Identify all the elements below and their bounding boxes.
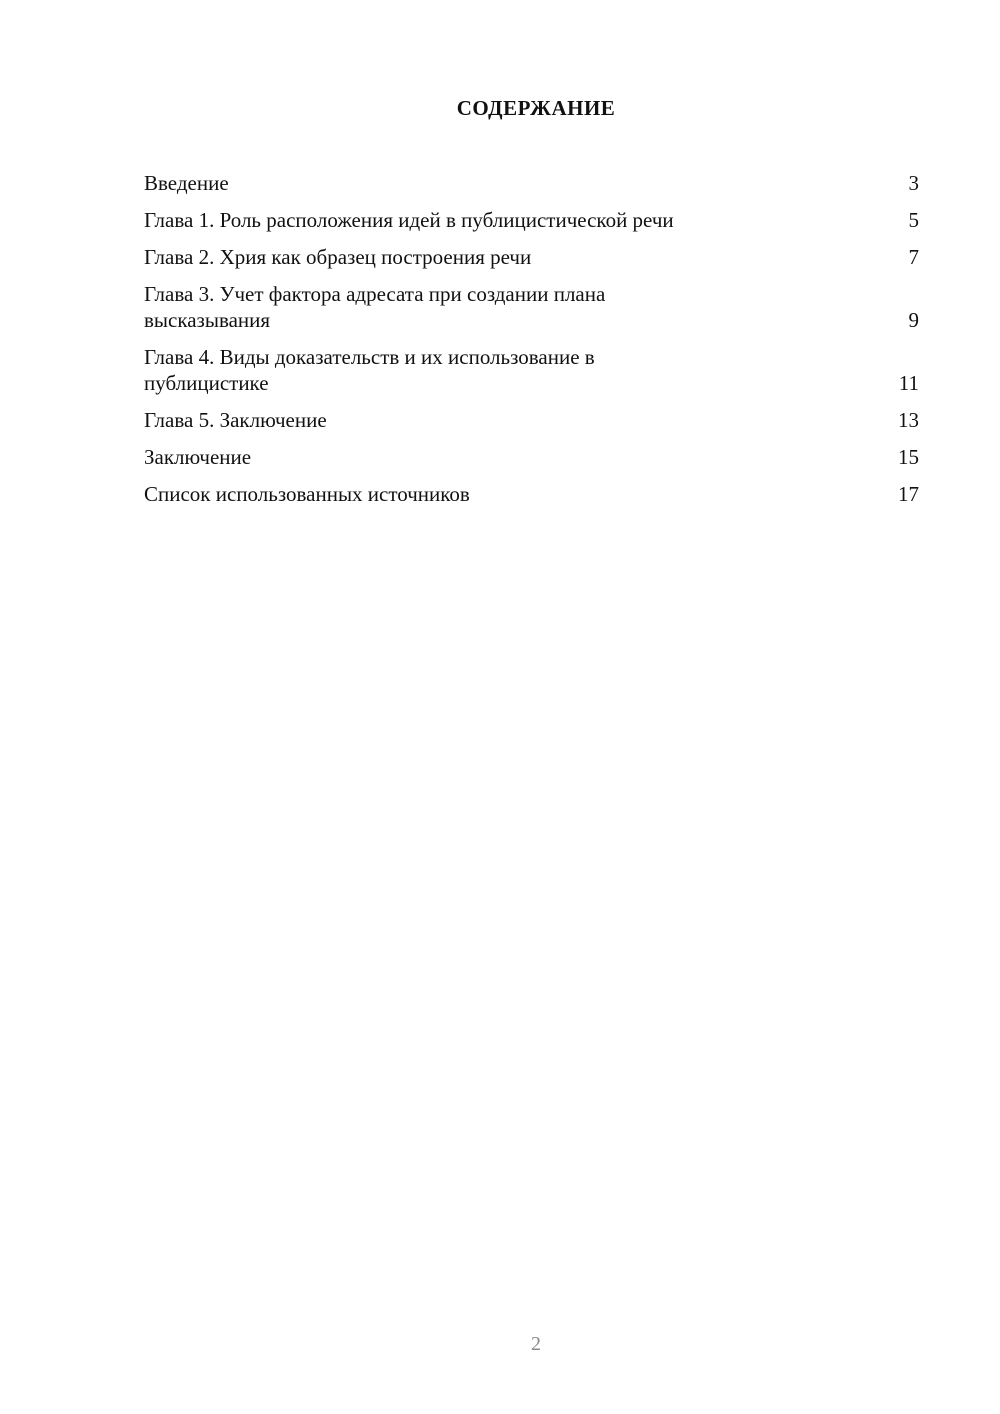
toc-entry[interactable] — [144, 407, 919, 433]
page-title: СОДЕРЖАНИЕ — [456, 96, 616, 120]
toc-entry-page: 9 — [908, 308, 919, 332]
toc-entry-page: 17 — [898, 482, 919, 506]
toc-entry-page: 3 — [908, 171, 919, 195]
toc-entry-title: Введение — [144, 171, 229, 195]
toc-entry-title: Заключение — [144, 445, 252, 469]
toc-entry[interactable] — [144, 344, 919, 396]
toc-entry-page: 15 — [898, 445, 919, 469]
toc-entry-title: Глава 1. Роль расположения идей в публицистической речи — [144, 208, 674, 232]
toc-entry[interactable] — [144, 207, 919, 233]
toc-entry-page: 11 — [898, 371, 919, 395]
toc-entry-page: 13 — [898, 408, 919, 432]
toc-entry-title: Список использованных источников — [144, 482, 470, 506]
toc-entry[interactable] — [144, 170, 919, 196]
toc-entry[interactable] — [144, 444, 919, 470]
page-number: 2 — [531, 1333, 541, 1355]
toc-entry-title: Глава 2. Хрия как образец построения речи — [144, 245, 532, 269]
toc-entry-page: 5 — [908, 208, 919, 232]
toc-entry-title: Глава 4. Виды доказательств и их использование в публицистике — [144, 345, 595, 395]
toc-entry-title: Глава 3. Учет фактора адресата при создании плана высказывания — [144, 282, 606, 332]
toc-entry[interactable] — [144, 244, 919, 270]
toc-entry[interactable] — [144, 281, 919, 333]
table-of-contents — [144, 170, 919, 518]
toc-entry-title: Глава 5. Заключение — [144, 408, 327, 432]
toc-entry-page: 7 — [908, 245, 919, 269]
toc-entry[interactable] — [144, 481, 919, 507]
